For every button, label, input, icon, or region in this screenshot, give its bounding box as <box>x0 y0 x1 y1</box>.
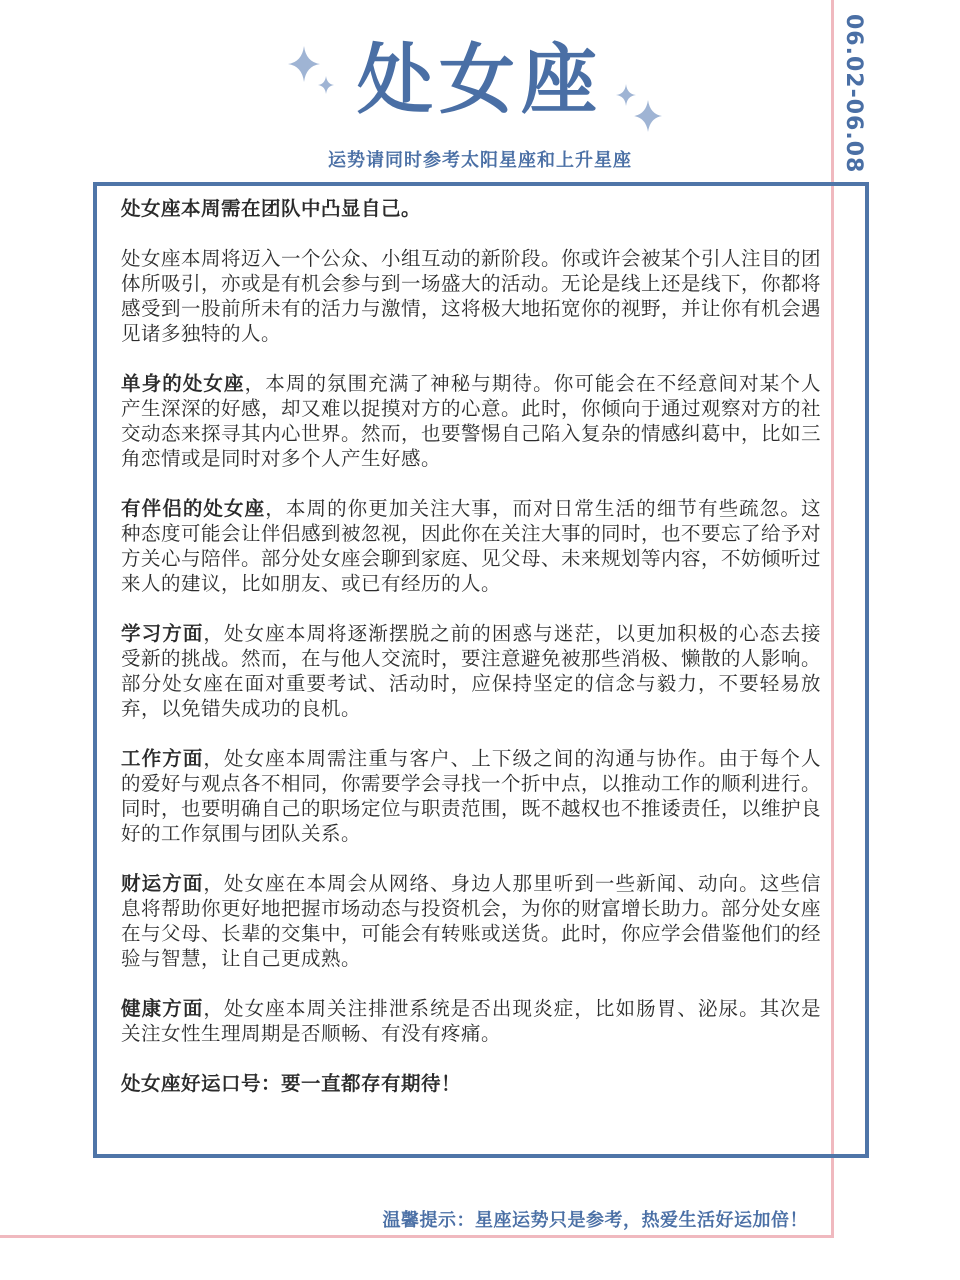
section-label: 工作方面 <box>121 747 204 770</box>
section-wealth: 财运方面，处女座在本周会从网络、身边人那里听到一些新闻、动向。这些信息将帮助你更好地把握市场动态与投资机会，为你的财富增长助力。部分处女座在与父母、长辈的交集中，可能会有转账或送货。此时，你应学会借鉴他们的经验与智慧，让自己更成熟。 <box>121 872 822 970</box>
slogan: 处女座好运口号：要一直都存有期待！ <box>121 1072 462 1095</box>
section-label: 有伴侣的处女座 <box>121 497 266 520</box>
page-title: 处女座 <box>357 35 603 124</box>
pink-horizontal-line <box>0 1235 834 1238</box>
page-subtitle: 运势请同时参考太阳星座和上升星座 <box>328 150 632 171</box>
section-label: 财运方面 <box>121 872 204 895</box>
footer-tip: 温馨提示：星座运势只是参考，热爱生活好运加倍！ <box>382 1210 808 1231</box>
section-health: 健康方面，处女座本周关注排泄系统是否出现炎症，比如肠胃、泌尿。其次是关注女性生理周期是否顺畅、有没有疼痛。 <box>121 997 821 1045</box>
section-single: 单身的处女座，本周的氛围充满了神秘与期待。你可能会在不经意间对某个人产生深深的好感，却又难以捉摸对方的心意。此时，你倾向于通过观察对方的社交动态来探寻其内心世界。然而，也要警惕自己陷入复杂的情感纠葛中，比如三角恋情或是同时对多个人产生好感。 <box>121 372 822 470</box>
article-body <box>121 196 821 1121</box>
section-label: 健康方面 <box>121 997 204 1020</box>
section-partnered: 有伴侣的处女座，本周的你更加关注大事，而对日常生活的细节有些疏忽。这种态度可能会让伴侣感到被忽视，因此你在关注大事的同时，也不要忘了给予对方关心与陪伴。部分处女座会聊到家庭、见父母、未来规划等内容，不妨倾听过来人的建议，比如朋友、或已有经历的人。 <box>121 497 822 595</box>
section-work: 工作方面，处女座本周需注重与客户、上下级之间的沟通与协作。由于每个人的爱好与观点各不相同，你需要学会寻找一个折中点，以推动工作的顺利进行。同时，也要明确自己的职场定位与职责范围，既不越权也不推诿责任，以维护良好的工作氛围与团队关系。 <box>121 747 822 845</box>
section-study: 学习方面，处女座本周将逐渐摆脱之前的困惑与迷茫，以更加积极的心态去接受新的挑战。然而，在与他人交流时，要注意避免被那些消极、懒散的人影响。部分处女座在面对重要考试、活动时，应保持坚定的信念与毅力，不要轻易放弃，以免错失成功的良机。 <box>121 622 822 720</box>
intro-paragraph: 处女座本周将迈入一个公众、小组互动的新阶段。你或许会被某个引人注目的团体所吸引，亦或是有机会参与到一场盛大的活动。无论是线上还是线下，你都将感受到一股前所未有的活力与激情，这将极大地拓宽你的视野，并让你有机会遇见诸多独特的人。 <box>121 247 822 345</box>
section-label: 学习方面 <box>121 622 204 645</box>
headline: 处女座本周需在团队中凸显自己。 <box>121 197 422 220</box>
date-range: 06.02-06.08 <box>841 14 866 174</box>
section-label: 单身的处女座 <box>121 372 245 395</box>
